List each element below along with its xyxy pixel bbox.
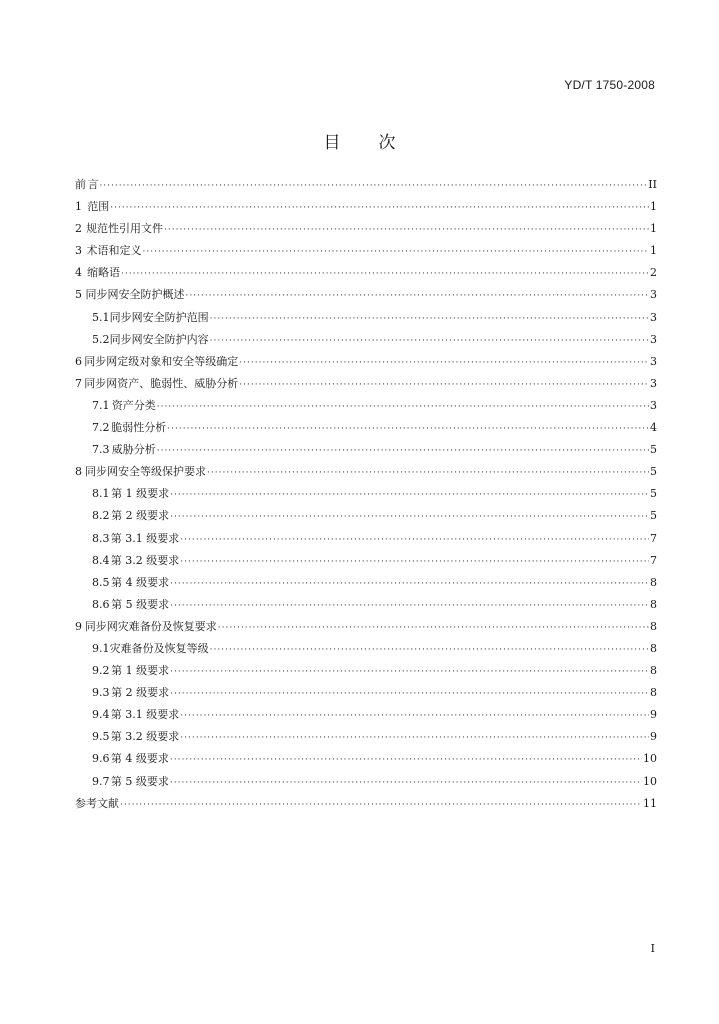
toc-entry[interactable] [75, 750, 657, 772]
toc-entry-title: 第 4 级要求 [111, 575, 170, 589]
toc-entry-title: 第 2 级要求 [111, 686, 170, 700]
toc-entry-page: 3 [650, 354, 657, 368]
toc-leader-dots [170, 601, 649, 611]
toc-entry[interactable] [75, 220, 657, 242]
table-of-contents [75, 176, 657, 817]
toc-leader-dots [170, 667, 649, 677]
toc-leader-dots [180, 535, 649, 545]
toc-leader-dots [186, 291, 649, 301]
toc-leader-dots [110, 203, 649, 213]
toc-entry-number: 7.1 [92, 398, 110, 412]
toc-entry-title: 同步网资产、脆弱性、威胁分析 [84, 376, 239, 390]
toc-leader-dots [170, 512, 649, 522]
toc-entry-title: 范围 [87, 200, 110, 214]
toc-entry-number: 9.2 [92, 664, 110, 678]
toc-leader-dots [170, 778, 642, 788]
toc-entry-number: 9 [75, 619, 82, 633]
toc-entry-page: 1 [650, 200, 657, 214]
toc-entry-page: 8 [650, 641, 657, 655]
toc-entry[interactable] [75, 331, 657, 353]
toc-entry-page: 1 [650, 222, 657, 236]
toc-entry-page: 4 [650, 421, 657, 435]
toc-entry[interactable] [75, 176, 657, 198]
toc-entry[interactable] [75, 773, 657, 795]
toc-entry-number: 9.3 [92, 686, 110, 700]
toc-entry-number: 9.4 [92, 708, 110, 722]
toc-entry-page: 9 [650, 708, 657, 722]
toc-entry-page: 5 [650, 465, 657, 479]
toc-entry-title: 同步网灾难备份及恢复要求 [84, 619, 217, 633]
toc-entry-page: 5 [650, 443, 657, 457]
toc-entry[interactable] [75, 242, 657, 264]
toc-entry[interactable] [75, 441, 657, 463]
toc-entry-page: 1 [650, 244, 657, 258]
toc-leader-dots [99, 181, 647, 191]
toc-entry-number: 1 [75, 200, 82, 214]
toc-leader-dots [180, 711, 649, 721]
toc-entry-number: 7.3 [92, 443, 110, 457]
document-code: YD/T 1750-2008 [564, 78, 655, 92]
toc-leader-dots [210, 336, 649, 346]
toc-entry-page: 9 [650, 730, 657, 744]
toc-entry-page: 8 [650, 597, 657, 611]
toc-entry[interactable] [75, 507, 657, 529]
toc-entry-title: 术语和定义 [86, 244, 142, 258]
toc-entry-page: 8 [650, 664, 657, 678]
toc-entry[interactable] [75, 662, 657, 684]
toc-leader-dots [180, 557, 649, 567]
toc-entry-number: 前 [75, 178, 86, 191]
toc-leader-dots [239, 380, 649, 390]
toc-entry-page: 2 [650, 266, 657, 280]
toc-entry-number: 4 [75, 266, 82, 280]
toc-entry[interactable] [75, 264, 657, 286]
toc-entry-title: 言 [87, 178, 99, 191]
toc-entry-title: 缩略语 [86, 266, 120, 280]
toc-leader-dots [170, 579, 649, 589]
toc-entry-number: 8.3 [92, 531, 110, 545]
toc-entry-page: 8 [650, 619, 657, 633]
toc-entry-number: 8.6 [92, 597, 110, 611]
toc-entry[interactable] [75, 706, 657, 728]
toc-leader-dots [143, 247, 650, 257]
toc-entry-page: 10 [643, 752, 657, 766]
toc-entry-title: 第 1 级要求 [111, 664, 170, 678]
toc-entry-number: 9.6 [92, 752, 110, 766]
toc-entry-number: 8.5 [92, 575, 110, 589]
toc-entry[interactable] [75, 728, 657, 750]
toc-entry-number: 8.2 [92, 509, 110, 523]
toc-entry-page: 3 [650, 332, 657, 346]
toc-entry-title: 第 3.2 级要求 [110, 553, 180, 567]
toc-entry-title: 威胁分析 [111, 443, 156, 457]
toc-entry-title: 第 3.2 级要求 [110, 730, 180, 744]
toc-entry[interactable] [75, 485, 657, 507]
toc-leader-dots [210, 314, 649, 324]
toc-entry-number: 8.4 [92, 553, 110, 567]
toc-entry-title: 同步网安全防护概述 [85, 288, 185, 302]
toc-entry[interactable] [75, 684, 657, 706]
toc-entry-page: 3 [650, 376, 657, 390]
toc-entry-title: 灾难备份及恢复等级 [109, 641, 209, 655]
toc-entry-number: 7 [75, 376, 82, 390]
toc-entry-number: 5.1 [92, 310, 110, 324]
toc-entry[interactable] [75, 618, 657, 640]
page-title: 目次 [323, 133, 434, 153]
page-number: I [650, 942, 655, 955]
toc-entry-title: 同步网定级对象和安全等级确定 [84, 354, 239, 368]
toc-entry-page: 10 [643, 774, 657, 788]
toc-entry-number: 9.1 [92, 641, 110, 655]
toc-entry[interactable] [75, 530, 657, 552]
toc-entry-number: 5 [75, 288, 82, 302]
toc-entry-page: 5 [650, 509, 657, 523]
toc-leader-dots [180, 733, 649, 743]
toc-entry-page: 3 [650, 398, 657, 412]
toc-entry-title: 第 1 级要求 [111, 487, 170, 501]
toc-entry-title: 第 4 级要求 [110, 752, 169, 766]
toc-entry[interactable] [75, 640, 657, 662]
toc-leader-dots [157, 402, 649, 412]
toc-leader-dots [164, 225, 649, 235]
toc-entry[interactable] [75, 309, 657, 331]
toc-leader-dots [170, 490, 649, 500]
toc-entry[interactable] [75, 574, 657, 596]
toc-entry-page: II [648, 178, 657, 191]
toc-entry-title: 脆弱性分析 [111, 421, 167, 435]
toc-entry-page: 3 [650, 288, 657, 302]
toc-entry[interactable] [75, 795, 657, 817]
toc-leader-dots [167, 424, 649, 434]
toc-entry-number: 2 [75, 222, 82, 236]
toc-entry[interactable] [75, 198, 657, 220]
toc-entry-number: 6 [75, 354, 82, 368]
toc-leader-dots [121, 269, 649, 279]
toc-entry-page: 11 [643, 796, 657, 810]
toc-entry-title: 同步网安全防护范围 [109, 310, 209, 324]
toc-entry-title: 第 5 级要求 [111, 597, 170, 611]
toc-entry-title: 同步网安全等级保护要求 [85, 465, 207, 479]
toc-entry[interactable] [75, 419, 657, 441]
toc-entry-number: 8 [75, 465, 82, 479]
toc-leader-dots [239, 358, 649, 368]
toc-entry-title: 第 2 级要求 [111, 509, 170, 523]
toc-entry-page: 8 [650, 575, 657, 589]
toc-entry-title: 第 5 级要求 [110, 774, 169, 788]
toc-entry-number: 5.2 [92, 332, 110, 346]
toc-entry-number: 7.2 [92, 421, 110, 435]
toc-leader-dots [210, 645, 649, 655]
toc-entry[interactable] [75, 397, 657, 419]
toc-entry[interactable] [75, 552, 657, 574]
toc-entry-title: 规范性引用文件 [86, 222, 163, 236]
toc-leader-dots [170, 755, 642, 765]
toc-leader-dots [218, 623, 649, 633]
toc-entry-page: 8 [650, 686, 657, 700]
toc-entry[interactable] [75, 463, 657, 485]
toc-entry-number: 9.5 [92, 730, 110, 744]
toc-entry-title: 第 3.1 级要求 [110, 531, 180, 545]
toc-entry-number: 9.7 [92, 774, 110, 788]
toc-entry-page: 3 [650, 310, 657, 324]
toc-entry-title: 同步网安全防护内容 [109, 332, 209, 346]
toc-entry-number: 8.1 [92, 487, 110, 501]
toc-entry[interactable] [75, 353, 657, 375]
toc-entry-page: 7 [650, 553, 657, 567]
toc-leader-dots [157, 446, 649, 456]
toc-entry-title: 参考文献 [75, 796, 119, 810]
toc-entry-page: 7 [650, 531, 657, 545]
toc-leader-dots [120, 800, 642, 810]
toc-entry-number: 3 [75, 244, 82, 258]
toc-entry-page: 5 [650, 487, 657, 501]
toc-entry[interactable] [75, 375, 657, 397]
toc-entry-title: 第 3.1 级要求 [110, 708, 180, 722]
toc-entry[interactable] [75, 596, 657, 618]
toc-entry-title: 资产分类 [111, 398, 156, 412]
toc-leader-dots [170, 689, 649, 699]
toc-entry[interactable] [75, 286, 657, 308]
toc-leader-dots [207, 468, 649, 478]
